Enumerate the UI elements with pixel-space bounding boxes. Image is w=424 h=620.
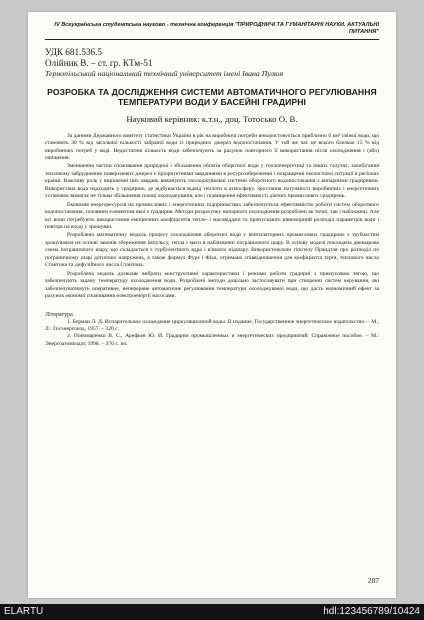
document-page <box>28 12 396 598</box>
paragraph: Розроблена модель дозволяє вибрати конструктивні характеристики і режими роботи градирні з примусовою тягою, що забезпечують задану температуру охолодження води. Розроблені методи доцільно застосовувати при створенні систем керування, які забезпечуватимуть оперативне, неперервне автоматичне регулювання температури охолоджуваної води, що дасть економічний ефект за рахунок економії споживання електроенергії насосами. <box>45 270 379 300</box>
repository-name: ELARTU <box>4 606 44 617</box>
references-list <box>45 319 379 349</box>
paragraph: Розроблено математичну модель процесу охолодження оборотної води у вентиляторних промислових градирнях з трубчастим зрошувачем на основі законів збереження імпульсу, тепла і маси в наближенні пограничного шару. В основу моделі покладена двошарова схема пограничного шару, що складається з турбулентного ядра і в'язкого підшару. Використовуючи гіпотезу Прандтля про розподіл по пограничному шарі дотичних напружень, а також формул Фурє і Фіка, отримано співвідношення для коефіцієнта тертя, теплового числа Стантона та дифузійного числа Стантона. <box>45 232 379 269</box>
reference-item: 1. Берман Л. Д. Испарительное охлаждение циркуляционной воды. II издание, Государственное энергетическое издательство. – М., Л.: Госэнергоизд, 1957. – 320 с. <box>45 318 379 333</box>
paragraph: Зменшення частки споживання природної і збільшення обсягів оборотної води у теплоенергетиці та інших галузях, запобігання тепловому забрудненню поверхневих джерел є пріоритетними завданнями в ресурсозбереженні і покращенні екологічної ситуації в регіонах країни. Важливу роль у вирішенні цих завдань виконують охолоджувальні системи оборотного водопостачання з випарними градирнями. Використана вода надходить у градирню, де відбувається відвід теплоти в атмосферу. Зростання потужності виробничих і енергетичних установок вимагає не тільки збільшення площі охолоджувачів, але і підвищення ефективності діючих промислових градирень. <box>45 163 379 200</box>
affiliation: Тернопільський національний технічний університет імені Івана Пулюя <box>45 68 284 78</box>
author-line: Олійник В. – ст. гр. КТм-51 <box>45 57 153 68</box>
references-heading: Література <box>45 311 73 318</box>
page-content <box>45 22 379 598</box>
paragraph: За даними Державного комітету статистики України в рік на виробничі потреби використовується приблизно 6 км³ свіжої води, що становить 30 % від загальної кількості забраної води із природних джерел водопостачання. У той же час це всього близько 15 % від виробничих потреб у воді. Недостатню кількість води забезпечують за рахунок повторного її використання після охолодження і (або) очищення. <box>45 132 379 161</box>
page-number: 287 <box>367 576 379 585</box>
article-body <box>45 133 379 301</box>
viewer-footer-bar <box>0 604 424 620</box>
paragraph: Економія енергоресурсів на промислових і енергетичних підприємствах забезпечується ефективністю роботи систем оборотного водопостачання, головним елементом якої є градирня. Методи розрахунку випарного охолодження розроблені як точні, так і наближені. Але всі вони потребують використання емпіричних коефіцієнтів тепло- і масовіддачі та припускають рівномірний розподіл параметрів води і повітря на вході у зрошувач. <box>45 201 379 231</box>
handle-identifier[interactable]: hdl:123456789/10424 <box>323 606 420 617</box>
reference-item: 2. Пономаренко В. С., Арефьев Ю. И. Градирни промышленных и энергетических предприятий: Справочное пособие. – М.: Энергоатомиздат, 1998. – 376 с. ил. <box>45 333 379 347</box>
paper-title: РОЗРОБКА ТА ДОСЛІДЖЕННЯ СИСТЕМИ АВТОМАТИЧНОГО РЕГУЛЮВАННЯ ТЕМПЕРАТУРИ ВОДИ У БАСЕЙНІ ГРАДИРНІ <box>47 86 377 108</box>
udc-code: УДК 681.536.5 <box>45 46 103 57</box>
supervisor-line: Науковий керівник: к.т.н., доц. Тотосько О. В. <box>126 113 298 124</box>
conference-header: IV Всеукраїнська студентська науково - технічна конференція "ПРИРОДНИЧІ ТА ГУМАНІТАРНІ НАУКИ. АКТУАЛЬНІ ПИТАННЯ" <box>45 22 379 40</box>
